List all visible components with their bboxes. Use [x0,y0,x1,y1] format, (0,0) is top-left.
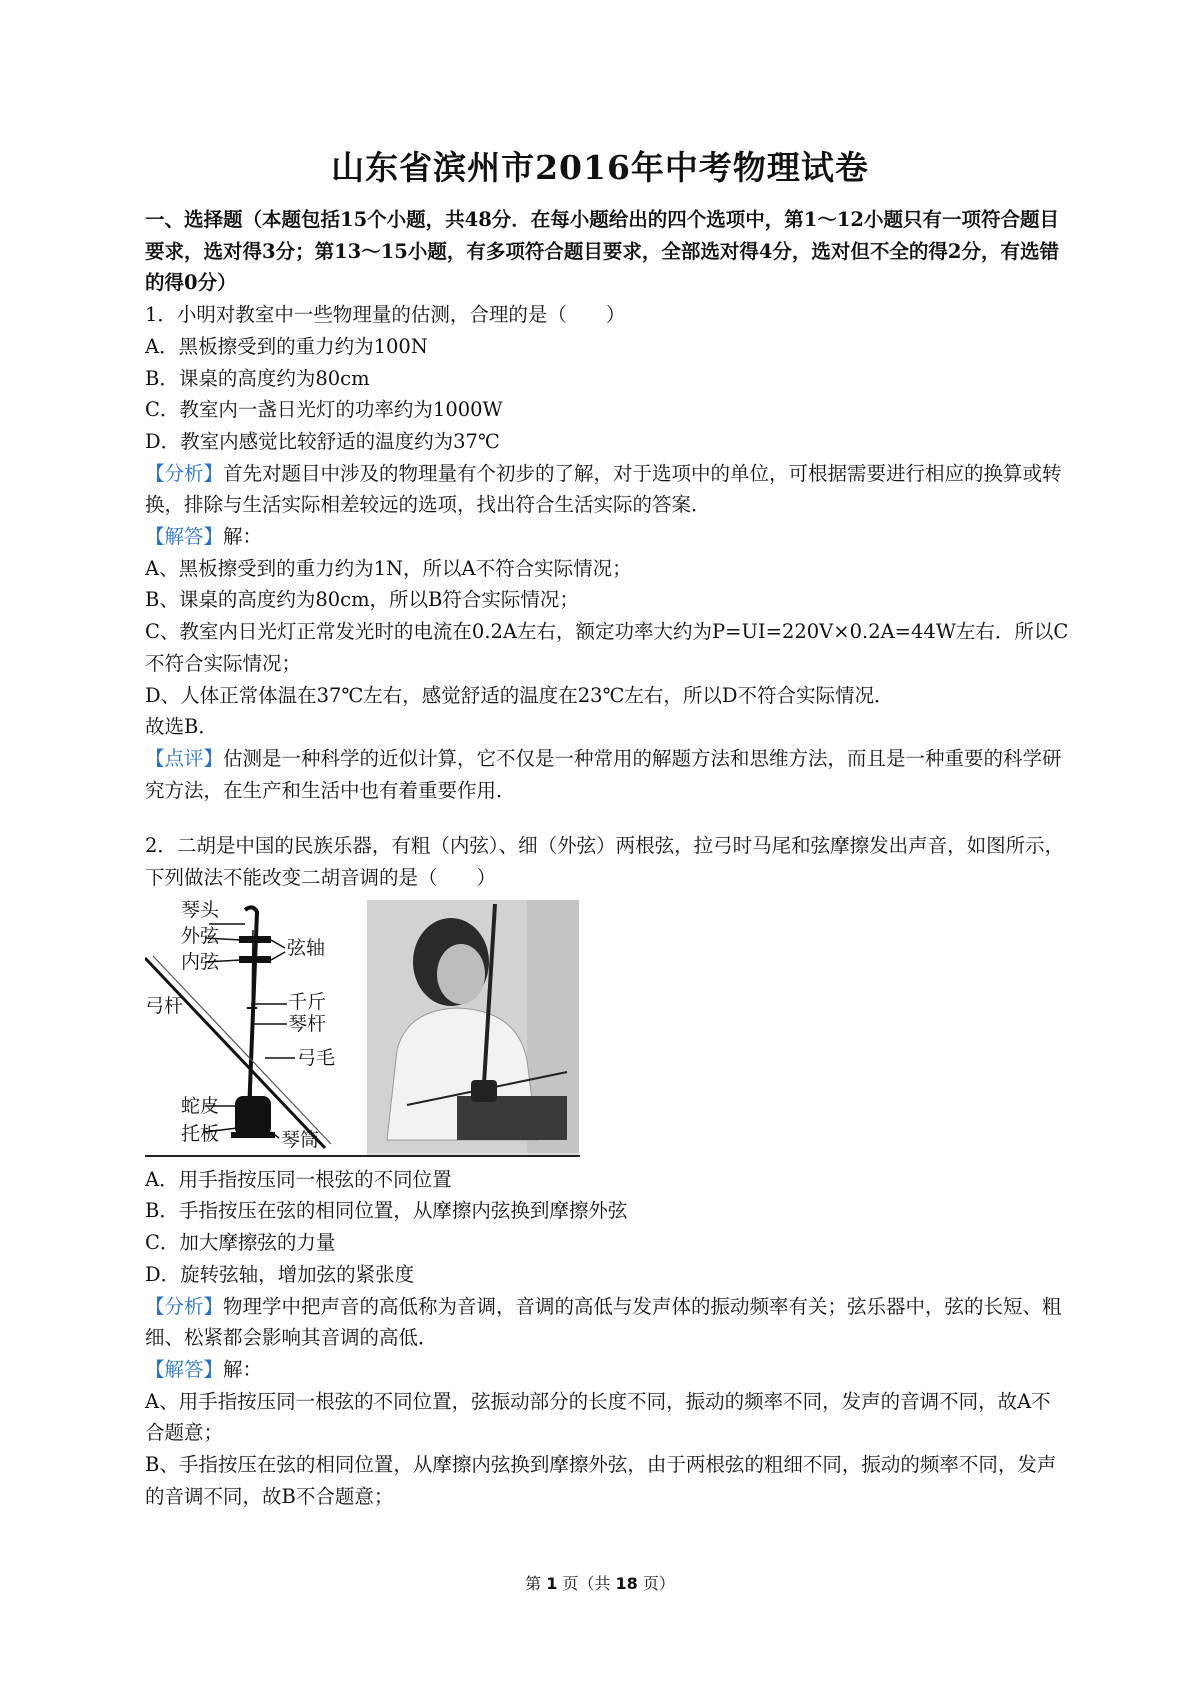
q2-analysis-text: 物理学中把声音的高低称为音调，音调的高低与发声体的振动频率有关；弦乐器中，弦的长短、粗细、松紧都会影响其音调的高低． [145,1294,1062,1350]
label-gonggan: 弓杆 [145,994,184,1017]
answer-tag: 【解答】 [145,1357,224,1381]
label-tuoban: 托板 [181,1122,220,1145]
q1-answer-head [145,521,1070,553]
q2-answer-head [145,1354,1070,1386]
label-qingan: 琴杆 [288,1012,327,1035]
q2-option-a: A．用手指按压同一根弦的不同位置 [145,1167,452,1191]
label-gongmao: 弓毛 [297,1046,336,1069]
q1-option-d: D．教室内感觉比较舒适的温度约为37℃ [145,429,500,453]
q2-option-c: C．加大摩擦弦的力量 [145,1231,336,1255]
q1-option-a: A．黑板擦受到的重力约为100N [145,334,428,358]
spacer [145,806,1070,830]
q1-option-c: C．教室内一盏日光灯的功率约为1000W [145,398,503,422]
comment-tag: 【点评】 [145,746,224,770]
q2-option-b: B．手指按压在弦的相同位置，从摩擦内弦换到摩擦外弦 [145,1199,628,1223]
figure-baseline [145,1155,580,1157]
q1-analysis-text: 首先对题目中涉及的物理量有个初步的了解，对于选项中的单位，可根据需要进行相应的换算或转换，排除与生活实际相差较远的选项，找出符合生活实际的答案． [145,461,1062,517]
q2-answer-b: B、手指按压在弦的相同位置，从摩擦内弦换到摩擦外弦，由于两根弦的粗细不同，振动的频率不同，发声的音调不同，故B不合题意； [145,1453,1057,1508]
analysis-tag: 【分析】 [145,1294,224,1318]
q2-option-d: D．旋转弦轴，增加弦的紧张度 [145,1262,415,1286]
q1-answer-b: B、课桌的高度约为80cm，所以B符合实际情况； [145,588,579,612]
footer-total-pages: 18 [615,1574,638,1593]
label-qianjin: 千斤 [288,990,327,1013]
erhu-diagram [145,900,360,1158]
footer-suffix: 页） [642,1574,675,1593]
page-title: 山东省滨州市2016年中考物理试卷 [331,148,869,187]
content-body [145,204,1070,1513]
label-waixian: 外弦 [181,924,220,947]
q2-answer-intro: 解： [223,1357,263,1381]
label-qintong: 琴筒 [281,1128,320,1151]
q2-analysis [145,1291,1070,1354]
answer-tag: 【解答】 [145,525,224,549]
q1-comment-text: 估测是一种科学的近似计算，它不仅是一种常用的解题方法和思维方法，而且是一种重要的科学研究方法，在生产和生活中也有着重要作用． [145,746,1062,802]
label-neixian: 内弦 [181,950,220,973]
q2-stem: 2．二胡是中国的民族乐器，有粗（内弦）、细（外弦）两根弦，拉弓时马尾和弦摩擦发出声音，如图所示，下列做法不能改变二胡音调的是（ ） [145,834,1065,890]
q1-conclusion: 故选B． [145,715,218,739]
label-shepi: 蛇皮 [181,1094,220,1117]
q1-option-b: B．课桌的高度约为80cm [145,366,370,390]
q1-answer-c: C、教室内日光灯正常发光时的电流在0.2A左右，额定功率大约为P=UI=220V×0.2A=44W左右．所以C不符合实际情况； [145,620,1069,675]
q1-answer-d: D、人体正常体温在37℃左右，感觉舒适的温度在23℃左右，所以D不符合实际情况． [145,683,894,707]
erhu-diagram-drawing [145,900,360,1158]
footer-page-number: 1 [546,1574,558,1593]
q1-stem: 1．小明对教室中一些物理量的估测，合理的是（ ） [145,303,626,327]
erhu-figure [145,900,580,1158]
label-xianzhou: 弦轴 [287,936,326,959]
erhu-player-photo [367,900,579,1157]
q1-answer-a: A、黑板擦受到的重力约为1N，所以A不符合实际情况； [145,556,632,580]
q1-comment [145,743,1070,806]
q2-answer-a: A、用手指按压同一根弦的不同位置，弦振动部分的长度不同，振动的频率不同，发声的音调不同，故A不合题意； [145,1389,1051,1445]
label-qintou: 琴头 [181,898,220,921]
footer-mid: 页（共 [562,1574,611,1593]
erhu-player-drawing [367,900,579,1153]
footer-prefix: 第 [525,1574,542,1593]
section-heading: 一、选择题（本题包括15个小题，共48分．在每小题给出的四个选项中，第1～12小题只有一项符合题目要求，选对得3分；第13～15小题，有多项符合题目要求，全部选对得4分，选对但不全的得2分，有选错的得0分） [145,208,1059,295]
analysis-tag: 【分析】 [145,461,224,485]
page-footer [0,1571,1200,1594]
q1-answer-intro: 解： [223,525,263,549]
q1-analysis [145,458,1070,521]
